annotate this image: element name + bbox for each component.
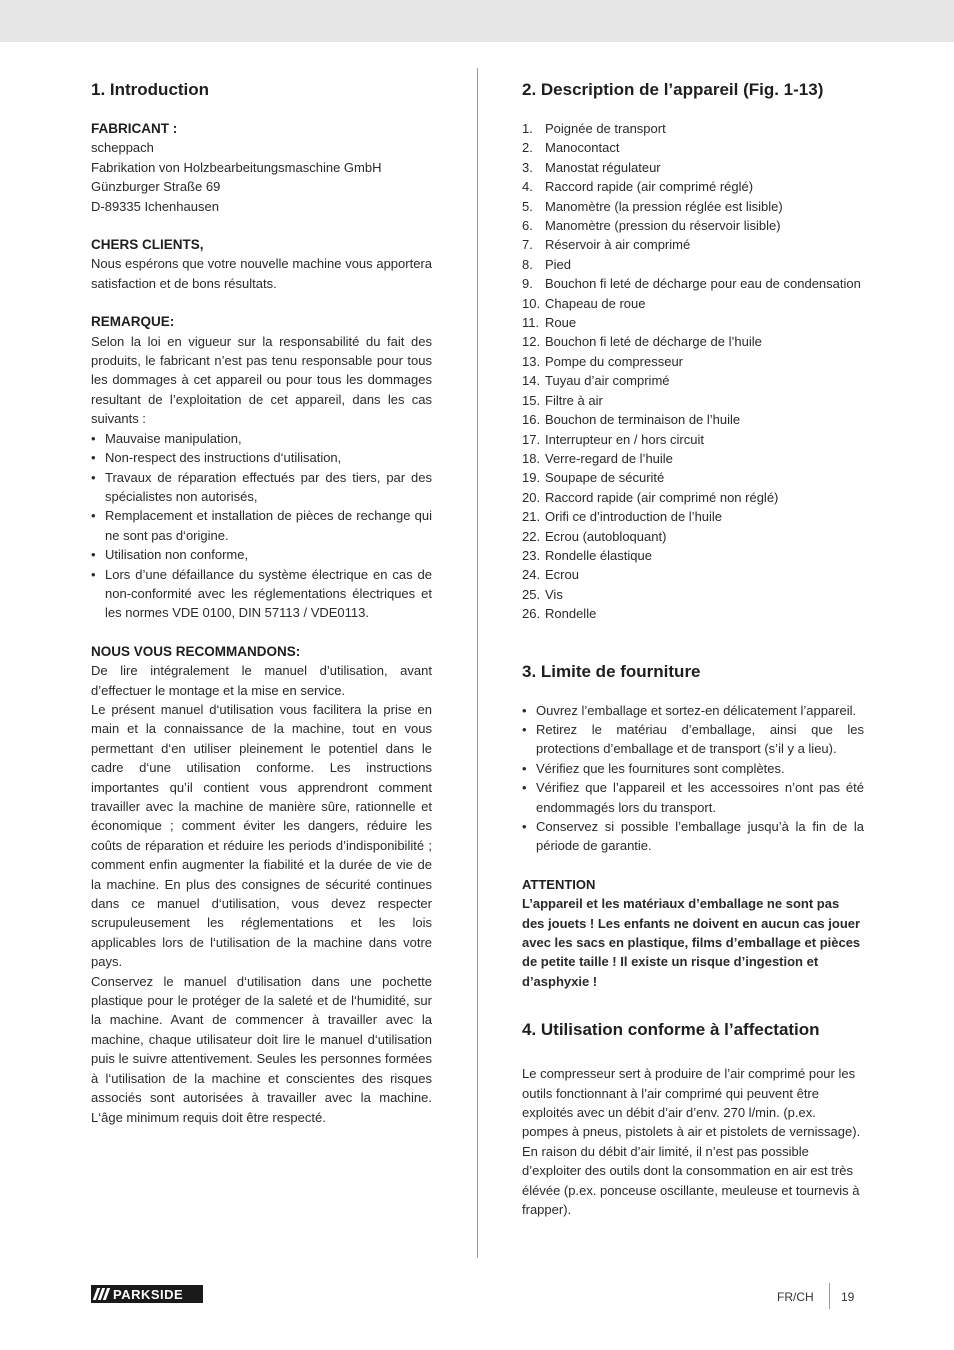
item-number: 23.	[522, 547, 541, 563]
description-item	[522, 216, 864, 235]
description-item	[522, 138, 864, 157]
page-number: 19	[841, 1290, 855, 1304]
utilisation-title: 4. Utilisation conforme à l’affectation	[522, 1020, 820, 1040]
description-item	[522, 410, 864, 429]
item-label: Roue	[545, 315, 577, 331]
item-number: 7.	[522, 237, 533, 253]
attention-text: L’appareil et les matériaux d’emballage ne sont pas des jouets ! Les enfants ne doivent en aucun cas jouer avec les sacs en plastique, films d’emballage et pièces de petite taille ! Il existe un risque d’ingestion et d’asphyxie !	[522, 896, 861, 989]
list-item: • Conservez si possible l’emballage jusqu’à la fin de la période de garantie.	[522, 817, 864, 856]
description-item	[522, 313, 864, 332]
item-label: Raccord rapide (air comprimé non réglé)	[545, 489, 779, 505]
description-item	[522, 235, 864, 254]
footer-divider	[829, 1283, 830, 1309]
utilisation-text: Le compresseur sert à produire de l’air comprimé pour les outils fonctionnant à l’air comprimé qui peuvent être exploités avec un débit d’air d’env. 270 l/min. (p.ex. pompes à pneus, pistolets à air et pistolets de vernissage). En raison du débit d’air limité, il n’est pas possible d’exploiter des outils dont la consommation en air est très élévée (p.ex. ponceuse oscillante, meuleuse et tournevis à frapper).	[522, 1066, 861, 1218]
item-number: 21.	[522, 509, 541, 525]
description-item	[522, 371, 864, 390]
item-number: 14.	[522, 373, 541, 389]
item-label: Poignée de transport	[545, 121, 666, 136]
item-label: Rondelle élastique	[545, 547, 652, 563]
item-number: 5.	[522, 198, 533, 214]
item-number: 13.	[522, 353, 541, 369]
description-item	[522, 449, 864, 468]
item-number: 8.	[522, 256, 533, 272]
description-item	[522, 488, 864, 507]
item-label: Tuyau d’air comprimé	[545, 373, 670, 389]
item-label: Rondelle	[545, 606, 597, 622]
item-number: 2.	[522, 140, 533, 156]
description-item	[522, 177, 864, 196]
right-column	[522, 78, 864, 1220]
item-label: Interrupteur en / hors circuit	[545, 431, 704, 447]
remarque-text: Selon la loi en vigueur sur la responsabilité du fait des produits, le fabricant n’est pas tenu responsable pour tous les dommages à cet appareil ou pour tous les dommages resultant de l’exploitation de cet appareil, dans les cas suivants :	[91, 333, 432, 427]
item-label: Chapeau de roue	[545, 295, 646, 311]
list-item: • Mauvaise manipulation,	[91, 429, 432, 448]
item-number: 15.	[522, 392, 541, 408]
chers-heading: CHERS CLIENTS,	[91, 237, 204, 253]
column-divider	[477, 68, 478, 1258]
description-item	[522, 197, 864, 216]
item-label: Filtre à air	[545, 392, 603, 408]
description-item	[522, 332, 864, 351]
description-item	[522, 430, 864, 449]
fabricant-line: scheppach	[91, 140, 154, 156]
list-item: • Non-respect des instructions d‘utilisation,	[91, 448, 432, 467]
description-list	[522, 119, 864, 624]
description-item	[522, 507, 864, 526]
description-item	[522, 119, 864, 138]
description-item	[522, 468, 864, 487]
item-label: Réservoir à air comprimé	[545, 237, 691, 253]
description-item	[522, 546, 864, 565]
item-number: 19.	[522, 470, 541, 486]
item-number: 18.	[522, 450, 541, 466]
list-item: • Ouvrez l’emballage et sortez-en délicatement l’appareil.	[522, 701, 864, 720]
list-item: • Vérifiez que les fournitures sont complètes.	[522, 759, 864, 778]
item-label: Bouchon fi leté de décharge pour eau de condensation	[545, 276, 861, 292]
item-label: Soupape de sécurité	[545, 470, 665, 486]
item-number: 17.	[522, 431, 541, 447]
limite-list	[522, 701, 864, 856]
item-label: Manocontact	[545, 140, 620, 156]
fabricant-line: D-89335 Ichenhausen	[91, 198, 219, 214]
description-item	[522, 255, 864, 274]
item-label: Verre-regard de l’huile	[545, 450, 673, 466]
limite-title: 3. Limite de fourniture	[522, 661, 701, 681]
item-number: 6.	[522, 218, 533, 234]
item-label: Bouchon fi leté de décharge de l’huile	[545, 334, 762, 350]
description-item	[522, 158, 864, 177]
item-label: Ecrou (autobloquant)	[545, 528, 667, 544]
left-column	[91, 78, 432, 1127]
attention-heading: ATTENTION	[522, 876, 596, 892]
item-label: Raccord rapide (air comprimé réglé)	[545, 179, 754, 195]
recommandons-paragraph: Le présent manuel d‘utilisation vous facilitera la prise en main et la connaissance de la machine, tout en vous permettant d‘en utiliser pleinement le potentiel dans le cadre d‘une utilisation conforme. Les instructions importantes qu’il contient vous apprendront comment travailler avec la machine de manière sûre, rationnelle et économique ; comment éviter les dangers, réduire les coûts de réparation et réduire les periods d’indisponibilité ; comment enfin augmenter la fiabilité et la durée de vie de la machine. En plus des consignes de sécurité continues dans ce manuel d‘utilisation, vous devez respecter scrupuleusement les réglementations et les lois applicables lors de l‘utilisation de la machine dans votre pays.	[91, 701, 432, 970]
item-number: 24.	[522, 567, 541, 583]
item-label: Vis	[545, 586, 563, 602]
list-item: • Remplacement et installation de pièces de rechange qui ne sont pas d‘origine.	[91, 506, 432, 545]
list-item: • Utilisation non conforme,	[91, 545, 432, 564]
fabricant-heading: FABRICANT :	[91, 121, 178, 136]
item-label: Manostat régulateur	[545, 159, 661, 175]
item-label: Bouchon de terminaison de l’huile	[545, 412, 741, 428]
list-item: • Vérifiez que l’appareil et les accessoires n’ont pas été endommagés lors du transport.	[522, 778, 864, 817]
item-number: 26.	[522, 606, 541, 622]
description-item	[522, 352, 864, 371]
chers-text: Nous espérons que votre nouvelle machine vous apportera satisfaction et de bons résultats.	[91, 256, 432, 291]
item-number: 16.	[522, 412, 541, 428]
remarque-heading: REMARQUE:	[91, 314, 175, 330]
item-label: Manomètre (la pression réglée est lisible)	[545, 198, 783, 214]
item-label: Manomètre (pression du réservoir lisible)	[545, 218, 781, 234]
item-number: 4.	[522, 179, 533, 195]
remarque-list	[91, 429, 432, 623]
fabricant-line: Fabrikation von Holzbearbeitungsmaschine GmbH	[91, 159, 382, 175]
recommandons-paragraph: De lire intégralement le manuel d’utilisation, avant d’effectuer le montage et la mise en service.	[91, 663, 432, 698]
logo-stripes-icon	[95, 1288, 108, 1300]
description-title: 2. Description de l’appareil (Fig. 1-13)	[522, 80, 824, 99]
item-number: 12.	[522, 334, 541, 350]
item-number: 1.	[522, 121, 533, 136]
intro-title: 1. Introduction	[91, 80, 210, 99]
recommandons-paragraph: Conservez le manuel d‘utilisation dans une pochette plastique pour le protéger de la saleté et de l‘humidité, sur la machine. Avant de commencer à travailler avec la machine, chaque utilisateur doit lire le manuel d‘utilisation puis le suivre attentivement. Seules les personnes formées à l‘utilisation de la machine et conscientes des risques associés sont autorisées à travailler avec la machine. L‘âge minimum requis doit être respecté.	[91, 973, 432, 1125]
description-item	[522, 527, 864, 546]
language-code: FR/CH	[777, 1290, 814, 1304]
item-number: 20.	[522, 489, 541, 505]
list-item: • Retirez le matériau d’emballage, ainsi que les protections d’emballage et de transport (s’il y a lieu).	[522, 720, 864, 759]
item-label: Pompe du compresseur	[545, 353, 684, 369]
item-label: Pied	[545, 256, 572, 272]
description-item	[522, 274, 864, 293]
recommandons-heading: NOUS VOUS RECOMMANDONS:	[91, 643, 301, 659]
fabricant-address	[91, 138, 432, 216]
top-bar	[0, 0, 954, 42]
item-number: 3.	[522, 159, 533, 175]
item-number: 25.	[522, 586, 541, 602]
fabricant-line: Günzburger Straße 69	[91, 179, 221, 195]
item-label: Ecrou	[545, 567, 579, 583]
description-item	[522, 294, 864, 313]
item-number: 10.	[522, 295, 541, 311]
description-item	[522, 604, 864, 623]
list-item: • Travaux de réparation effectués par des tiers, par des spécialistes non autorisés,	[91, 468, 432, 507]
item-number: 22.	[522, 528, 541, 544]
description-item	[522, 565, 864, 584]
list-item: • Lors d’une défaillance du système électrique en cas de non-conformité avec les réglementations électriques et les normes VDE 0100, DIN 57113 / VDE0113.	[91, 565, 432, 623]
logo-text: PARKSIDE	[113, 1286, 184, 1302]
description-item	[522, 391, 864, 410]
parkside-logo	[91, 1285, 203, 1303]
item-label: Orifi ce d’introduction de l’huile	[545, 509, 723, 525]
item-number: 9.	[522, 276, 533, 292]
item-number: 11.	[522, 315, 540, 331]
description-item	[522, 585, 864, 604]
